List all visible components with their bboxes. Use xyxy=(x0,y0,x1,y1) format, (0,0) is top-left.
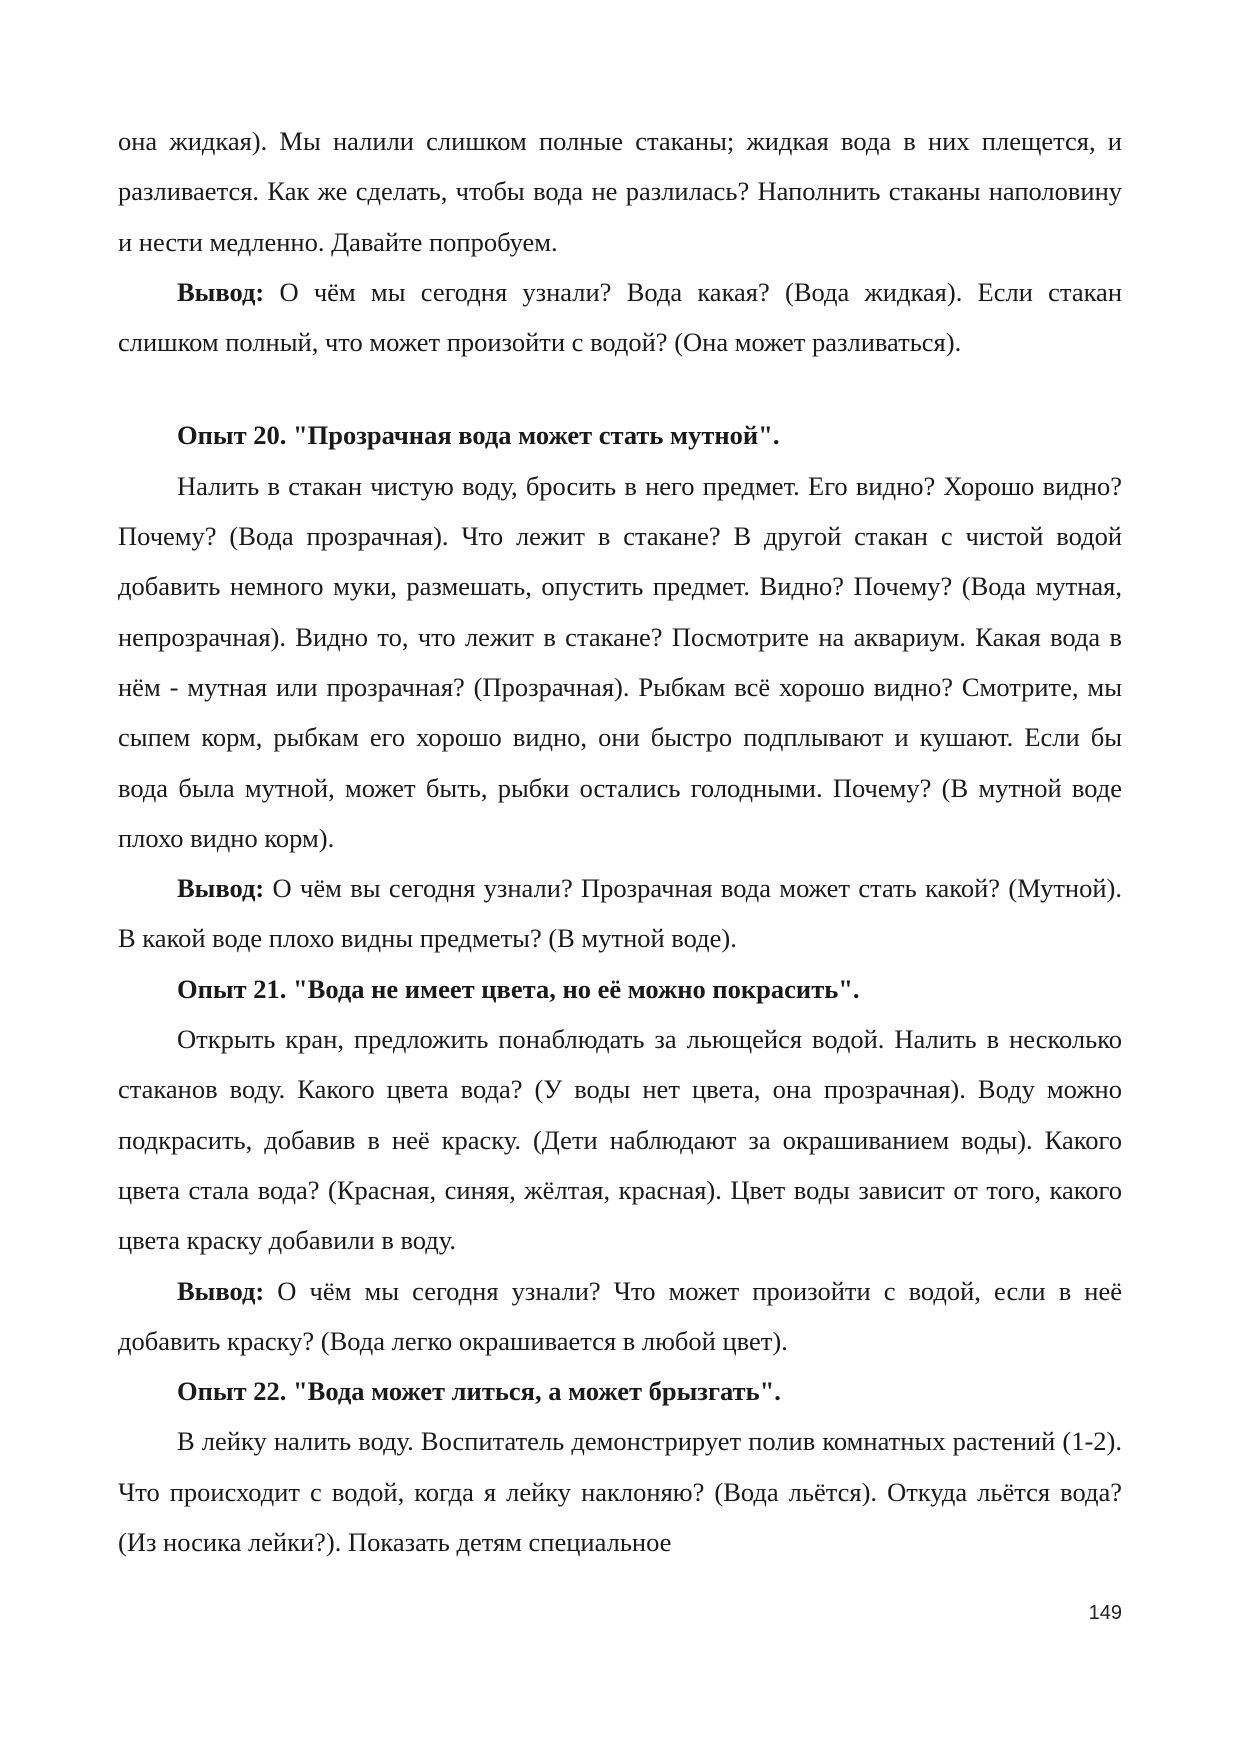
conclusion-label: Вывод: xyxy=(177,276,265,307)
experiment-heading-21: Опыт 21. "Вода не имеет цвета, но её можно покрасить". xyxy=(177,973,860,1004)
conclusion-paragraph xyxy=(118,267,1122,368)
conclusion-text: О чём мы сегодня узнали? Вода какая? (Вода жидкая). Если стакан слишком полный, что может произойти с водой? (Она может разливаться). xyxy=(118,276,1122,358)
experiment-heading-20: Опыт 20. "Прозрачная вода может стать мутной". xyxy=(177,420,780,451)
conclusion-label: Вывод: xyxy=(177,1275,265,1306)
conclusion-label: Вывод: xyxy=(177,873,265,904)
conclusion-paragraph xyxy=(118,1266,1122,1367)
experiment-heading-22: Опыт 22. "Вода может литься, а может брызгать". xyxy=(177,1376,781,1407)
spacer xyxy=(118,367,1122,410)
paragraph-continuation: она жидкая). Мы налили слишком полные стаканы; жидкая вода в них плещется, и разливается. Как же сделать, чтобы вода не разлилась? Наполнить стаканы наполовину и нести медленно. Давайте попробуем. xyxy=(118,126,1122,257)
experiment-20-text: Налить в стакан чистую воду, бросить в него предмет. Его видно? Хорошо видно? Почему? (Вода прозрачная). Что лежит в стакане? В другой стакан с чистой водой добавить немного муки, размешать, опустить предмет. Видно? Почему? (Вода мутная, непрозрачная). Видно то, что лежит в стакане? Посмотрите на аквариум. Какая вода в нём - мутная или прозрачная? (Прозрачная). Рыбкам всё хорошо видно? Смотрите, мы сыпем корм, рыбкам его хорошо видно, они быстро подплывают и кушают. Если бы вода была мутной, может быть, рыбки остались голодными. Почему? (В мутной воде плохо видно корм). xyxy=(118,470,1122,853)
document-page xyxy=(118,116,1122,1567)
conclusion-text: О чём вы сегодня узнали? Прозрачная вода может стать какой? (Мутной). В какой воде плохо видны предметы? (В мутной воде). xyxy=(118,873,1122,954)
conclusion-text: О чём мы сегодня узнали? Что может произойти с водой, если в неё добавить краску? (Вода легко окрашивается в любой цвет). xyxy=(118,1275,1122,1356)
page-number: 149 xyxy=(1088,1602,1122,1624)
experiment-21-text: Открыть кран, предложить понаблюдать за льющейся водой. Налить в несколько стаканов воду. Какого цвета вода? (У воды нет цвета, она прозрачная). Воду можно подкрасить, добавив в неё краску. (Дети наблюдают за окрашиванием воды). Какого цвета стала вода? (Красная, синяя, жёлтая, красная). Цвет воды зависит от того, какого цвета краску добавили в воду. xyxy=(118,1024,1122,1256)
conclusion-paragraph xyxy=(118,863,1122,964)
experiment-22-text: В лейку налить воду. Воспитатель демонстрирует полив комнатных растений (1-2). Что происходит с водой, когда я лейку наклоняю? (Вода льётся). Откуда льётся вода? (Из носика лейки?). Показать детям специальное xyxy=(118,1426,1122,1558)
